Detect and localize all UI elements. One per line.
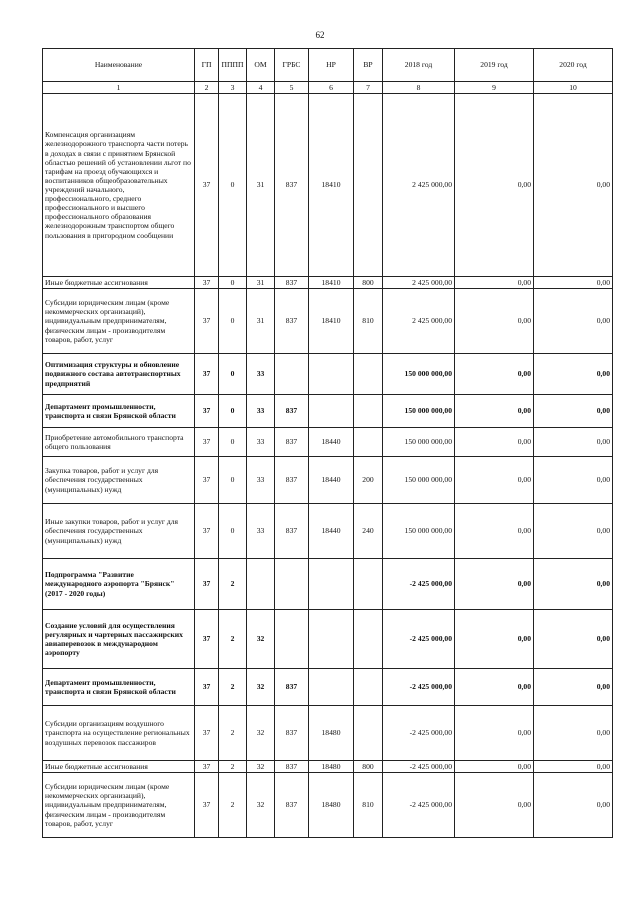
row-om: 31 [247,94,275,277]
row-om: 33 [247,457,275,504]
row-2020: 0,00 [534,773,613,838]
row-grbs: 837 [275,773,309,838]
row-name: Департамент промышленности, транспорта и связи Брянской области [43,395,195,428]
row-pppp: 2 [219,706,247,761]
row-2020: 0,00 [534,761,613,773]
table-row [43,706,613,761]
table-row [43,761,613,773]
row-pppp: 2 [219,610,247,669]
row-om: 33 [247,395,275,428]
row-2018: 2 425 000,00 [383,94,455,277]
row-gp: 37 [195,94,219,277]
row-nr [309,610,354,669]
row-grbs: 837 [275,289,309,354]
row-pppp: 2 [219,559,247,610]
row-nr [309,669,354,706]
table-row [43,504,613,559]
row-2019: 0,00 [455,277,534,289]
table-row [43,395,613,428]
row-2018: 150 000 000,00 [383,354,455,395]
row-gp: 37 [195,504,219,559]
col-number: 6 [309,82,354,94]
row-2018: -2 425 000,00 [383,761,455,773]
header-vr: ВР [354,49,383,82]
row-grbs: 837 [275,277,309,289]
row-name: Субсидии организациям воздушного транспорта на осуществление региональных воздушных перевозок пассажиров [43,706,195,761]
table-row [43,457,613,504]
row-pppp: 2 [219,761,247,773]
row-2020: 0,00 [534,289,613,354]
row-name: Субсидии юридическим лицам (кроме некоммерческих организаций), индивидуальным предпринимателям, физическим лицам - производителям товаров, работ, услуг [43,773,195,838]
row-vr: 200 [354,457,383,504]
budget-table [42,48,613,838]
row-om: 32 [247,669,275,706]
row-2018: 2 425 000,00 [383,277,455,289]
row-gp: 37 [195,761,219,773]
row-2018: 150 000 000,00 [383,504,455,559]
row-pppp: 2 [219,773,247,838]
row-pppp: 0 [219,457,247,504]
row-vr [354,428,383,457]
row-name: Подпрограмма "Развитие международного аэропорта "Брянск" (2017 - 2020 годы) [43,559,195,610]
row-name: Иные закупки товаров, работ и услуг для обеспечения государственных (муниципальных) нужд [43,504,195,559]
row-2019: 0,00 [455,289,534,354]
row-nr: 18480 [309,706,354,761]
row-vr [354,354,383,395]
col-number: 8 [383,82,455,94]
row-vr [354,395,383,428]
header-gp: ГП [195,49,219,82]
table-row [43,669,613,706]
row-name: Иные бюджетные ассигнования [43,277,195,289]
row-om: 32 [247,773,275,838]
table-row [43,610,613,669]
row-2018: 2 425 000,00 [383,289,455,354]
row-grbs: 837 [275,706,309,761]
row-grbs: 837 [275,428,309,457]
table-row [43,277,613,289]
header-2018: 2018 год [383,49,455,82]
header-grbs: ГРБС [275,49,309,82]
row-pppp: 0 [219,94,247,277]
col-number: 9 [455,82,534,94]
row-vr: 810 [354,773,383,838]
table-row [43,428,613,457]
row-om: 31 [247,289,275,354]
row-2020: 0,00 [534,94,613,277]
header-pppp: ПППП [219,49,247,82]
row-vr [354,559,383,610]
row-2020: 0,00 [534,504,613,559]
row-2020: 0,00 [534,354,613,395]
header-2019: 2019 год [455,49,534,82]
row-nr [309,354,354,395]
header-row [43,49,613,82]
col-number: 3 [219,82,247,94]
row-vr: 810 [354,289,383,354]
row-name: Компенсация организациям железнодорожного транспорта части потерь в доходах в связи с принятием Брянской областью решений об установлении льгот по тарифам на проезд обучающихся и воспитанников общеобразовательных учреждений начального, профессионального, среднего профессионального и высшего профессионального образования железнодорожным транспортом общего пользования в пригородном сообщении [43,94,195,277]
row-2020: 0,00 [534,610,613,669]
page-number: 62 [315,30,325,40]
row-grbs: 837 [275,669,309,706]
table-row [43,354,613,395]
row-nr: 18480 [309,761,354,773]
row-grbs: 837 [275,761,309,773]
row-vr: 800 [354,761,383,773]
row-2020: 0,00 [534,395,613,428]
row-2019: 0,00 [455,669,534,706]
row-om: 33 [247,504,275,559]
row-om: 31 [247,277,275,289]
row-om: 32 [247,761,275,773]
row-gp: 37 [195,773,219,838]
row-pppp: 2 [219,669,247,706]
row-name: Иные бюджетные ассигнования [43,761,195,773]
row-vr [354,706,383,761]
row-2019: 0,00 [455,504,534,559]
row-om: 33 [247,428,275,457]
row-2020: 0,00 [534,277,613,289]
col-number: 10 [534,82,613,94]
row-2018: -2 425 000,00 [383,773,455,838]
row-2019: 0,00 [455,395,534,428]
row-nr [309,395,354,428]
row-gp: 37 [195,669,219,706]
row-2019: 0,00 [455,761,534,773]
row-2018: -2 425 000,00 [383,610,455,669]
col-number: 7 [354,82,383,94]
row-2020: 0,00 [534,706,613,761]
row-gp: 37 [195,610,219,669]
col-number: 5 [275,82,309,94]
row-pppp: 0 [219,354,247,395]
header-nr: НР [309,49,354,82]
row-pppp: 0 [219,428,247,457]
table-row [43,773,613,838]
row-name: Оптимизация структуры и обновление подвижного состава автотранспортных предприятий [43,354,195,395]
row-grbs: 837 [275,94,309,277]
row-name: Департамент промышленности, транспорта и связи Брянской области [43,669,195,706]
row-2019: 0,00 [455,610,534,669]
row-nr: 18410 [309,289,354,354]
row-gp: 37 [195,706,219,761]
row-2018: 150 000 000,00 [383,395,455,428]
row-2018: -2 425 000,00 [383,669,455,706]
row-nr: 18480 [309,773,354,838]
col-number: 1 [43,82,195,94]
col-number: 2 [195,82,219,94]
row-vr: 800 [354,277,383,289]
row-vr [354,669,383,706]
row-2019: 0,00 [455,94,534,277]
row-gp: 37 [195,457,219,504]
row-gp: 37 [195,428,219,457]
table-row [43,289,613,354]
row-nr [309,559,354,610]
row-grbs: 837 [275,395,309,428]
row-gp: 37 [195,354,219,395]
row-nr: 18440 [309,457,354,504]
row-2018: 150 000 000,00 [383,428,455,457]
row-nr: 18410 [309,94,354,277]
row-om: 32 [247,610,275,669]
row-grbs [275,354,309,395]
row-name: Создание условий для осуществления регулярных и чартерных пассажирских авиаперевозок в международном аэропорту [43,610,195,669]
table-row [43,559,613,610]
row-nr: 18440 [309,504,354,559]
row-om: 33 [247,354,275,395]
row-2020: 0,00 [534,669,613,706]
row-2018: 150 000 000,00 [383,457,455,504]
row-name: Приобретение автомобильного транспорта общего пользования [43,428,195,457]
row-grbs: 837 [275,457,309,504]
row-2019: 0,00 [455,428,534,457]
row-2020: 0,00 [534,559,613,610]
row-2019: 0,00 [455,773,534,838]
row-vr: 240 [354,504,383,559]
column-number-row [43,82,613,94]
row-name: Закупка товаров, работ и услуг для обеспечения государственных (муниципальных) нужд [43,457,195,504]
row-2019: 0,00 [455,559,534,610]
row-gp: 37 [195,277,219,289]
row-name: Субсидии юридическим лицам (кроме некоммерческих организаций), индивидуальным предпринимателям, физическим лицам - производителям товаров, работ, услуг [43,289,195,354]
row-2018: -2 425 000,00 [383,559,455,610]
row-pppp: 0 [219,289,247,354]
header-name: Наименование [43,49,195,82]
row-vr [354,610,383,669]
row-gp: 37 [195,559,219,610]
col-number: 4 [247,82,275,94]
row-nr: 18410 [309,277,354,289]
row-2018: -2 425 000,00 [383,706,455,761]
row-grbs: 837 [275,504,309,559]
row-2019: 0,00 [455,706,534,761]
row-2020: 0,00 [534,428,613,457]
row-nr: 18440 [309,428,354,457]
table-row [43,94,613,277]
row-pppp: 0 [219,395,247,428]
row-2019: 0,00 [455,354,534,395]
row-pppp: 0 [219,504,247,559]
row-om: 32 [247,706,275,761]
row-grbs [275,610,309,669]
header-2020: 2020 год [534,49,613,82]
row-gp: 37 [195,289,219,354]
row-gp: 37 [195,395,219,428]
row-vr [354,94,383,277]
row-pppp: 0 [219,277,247,289]
row-2019: 0,00 [455,457,534,504]
row-om [247,559,275,610]
header-om: ОМ [247,49,275,82]
row-2020: 0,00 [534,457,613,504]
row-grbs [275,559,309,610]
